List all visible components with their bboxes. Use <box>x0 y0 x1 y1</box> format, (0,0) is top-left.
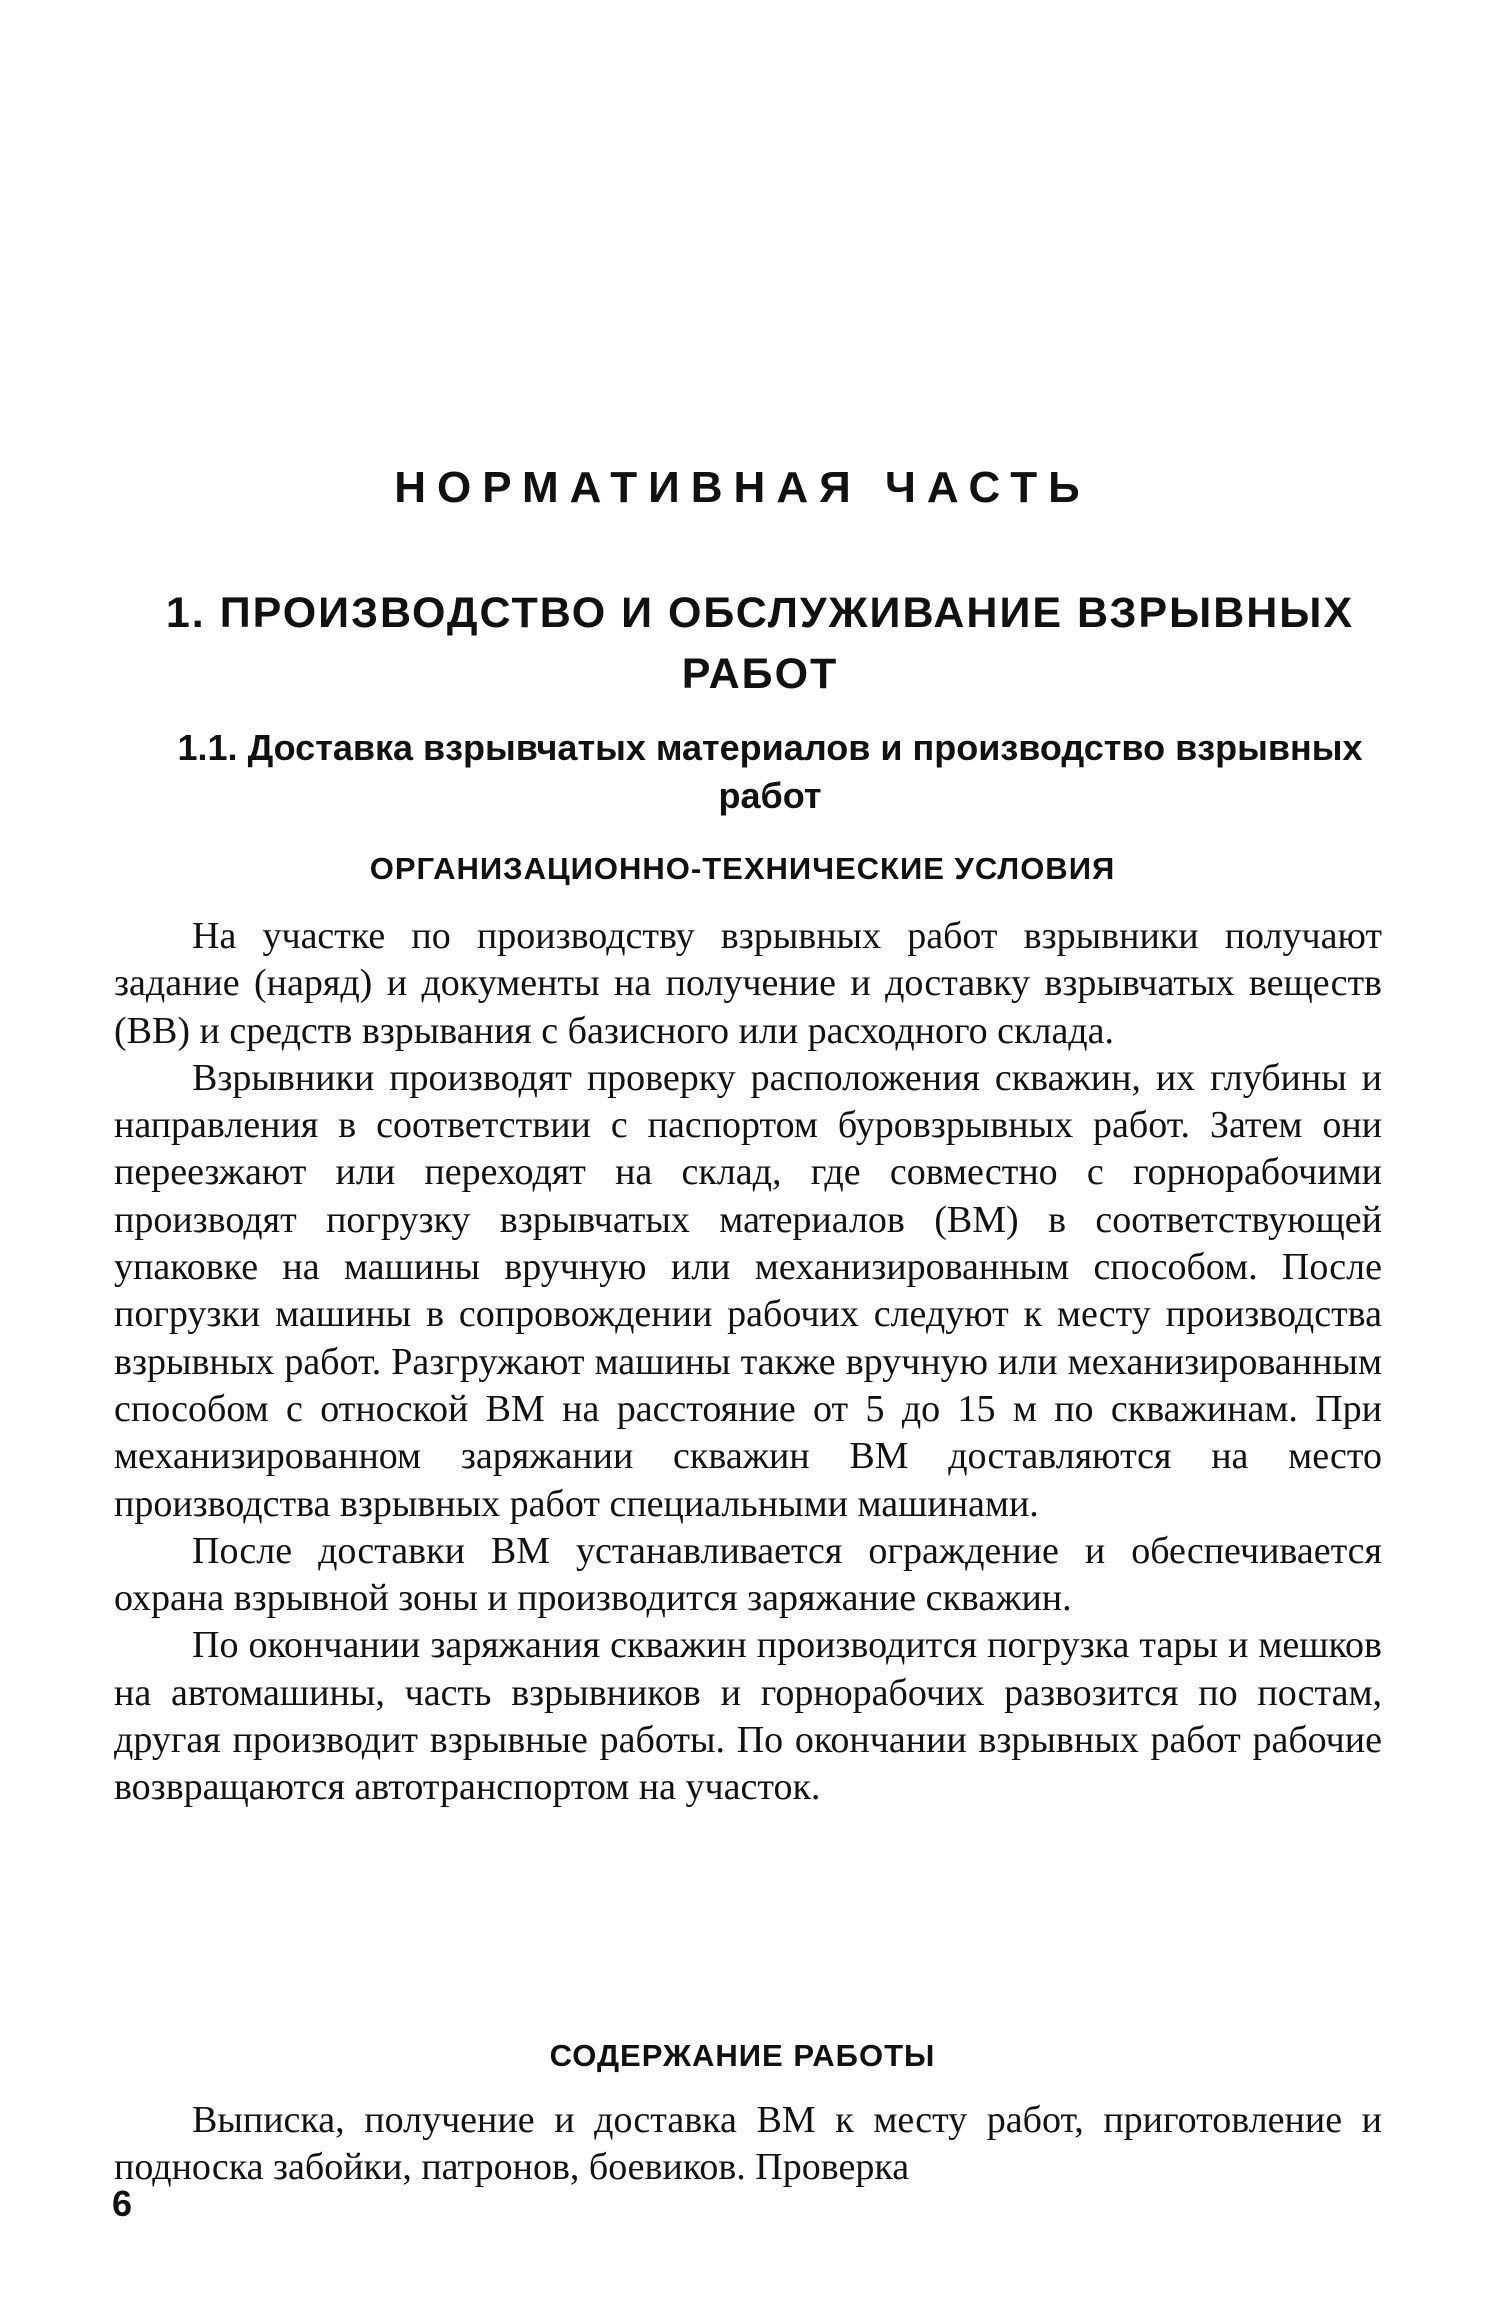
conditions-heading: ОРГАНИЗАЦИОННО-ТЕХНИЧЕСКИЕ УСЛОВИЯ <box>369 851 1116 886</box>
work-content-paragraph: Выписка, получение и доставка ВМ к месту работ, приготовление и подноска забойки, патронов, боевиков. Проверка <box>114 2099 1382 2189</box>
work-content-body <box>114 2097 1382 2192</box>
work-content-heading: СОДЕРЖАНИЕ РАБОТЫ <box>549 2038 936 2073</box>
conditions-paragraph-2: Взрывники производят проверку расположения скважин, их глубины и направления в соответствии с паспортом буровзрывных работ. Затем они переезжают или переходят на склад, где совместно с горнорабочими производят погрузку взрывчатых материалов (ВМ) в соответствующей упаковке на машины вручную или механизированным способом. После погрузки машины в сопровождении рабочих следуют к месту производства взрывных работ. Разгружают машины также вручную или механизированным способом с отноской ВМ на расстояние от 5 до 15 м по скважинам. При механизированном заряжании скважин ВМ доставляются на место производства взрывных работ специальными машинами. <box>114 1056 1382 1525</box>
conditions-paragraph-3: После доставки ВМ устанавливается ограждение и обеспечивается охрана взрывной зоны и производится заряжание скважин. <box>114 1529 1382 1620</box>
conditions-body <box>114 913 1382 1812</box>
page-number: 6 <box>112 2183 133 2224</box>
conditions-paragraph-4: По окончании заряжания скважин производится погрузка тары и мешков на автомашины, часть взрывников и горнорабочих развозится по постам, другая производит взрывные работы. По окончании взрывных работ рабочие возвращаются автотранспортом на участок. <box>114 1624 1382 1809</box>
section-title: 1. ПРОИЗВОДСТВО И ОБСЛУЖИВАНИЕ ВЗРЫВНЫХ РАБОТ <box>165 589 1355 698</box>
subsection-title: 1.1. Доставка взрывчатых материалов и производство взрывных работ <box>177 727 1363 816</box>
part-title: НОРМАТИВНАЯ ЧАСТЬ <box>394 463 1091 512</box>
conditions-paragraph-1: На участке по производству взрывных работ взрывники получают задание (наряд) и документы на получение и доставку взрывчатых веществ (ВВ) и средств взрывания с базисного или расходного склада. <box>114 915 1382 1052</box>
